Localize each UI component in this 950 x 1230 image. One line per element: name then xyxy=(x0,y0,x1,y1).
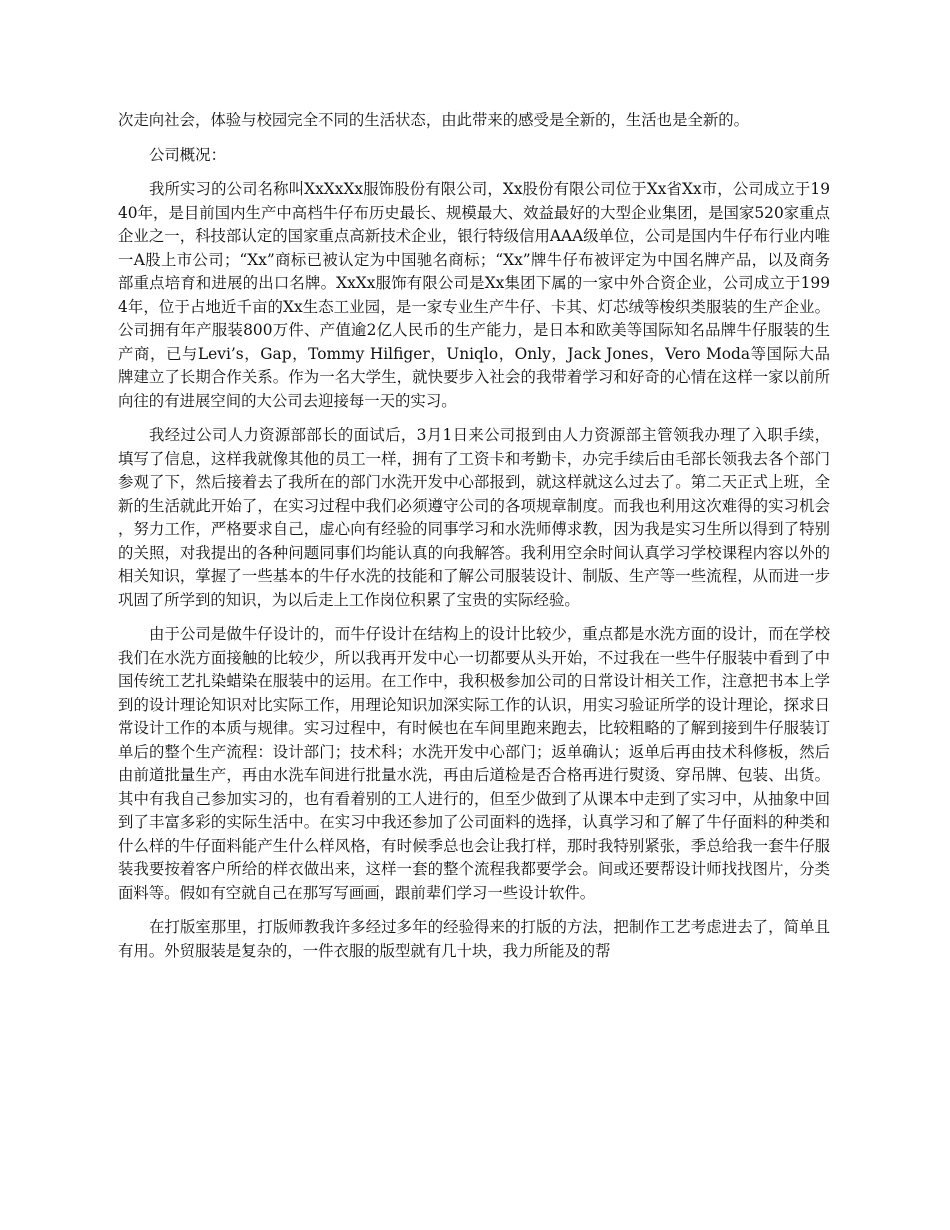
paragraph-onboarding: 我经过公司人力资源部部长的面试后，3月1日来公司报到由人力资源部主管领我办理了入职手续，填写了信息，这样我就像其他的员工一样，拥有了工资卡和考勤卡，办完手续后由毛部长领我去各个部门参观了下，然后接着去了我所在的部门水洗开发中心部报到，就这样就这么过去了。第二天正式上班，全新的生活就此开始了，在实习过程中我们必须遵守公司的各项规章制度。而我也利用这次难得的实习机会，努力工作，严格要求自己，虚心向有经验的同事学习和水洗师傅求教，因为我是实习生所以得到了特别的关照，对我提出的各种问题同事们均能认真的向我解答。我利用空余时间认真学习学校课程内容以外的相关知识，掌握了一些基本的牛仔水洗的技能和了解公司服装设计、制版、生产等一些流程，从而进一步巩固了所学到的知识，为以后走上工作岗位积累了宝贵的实际经验。 xyxy=(118,426,830,609)
paragraph-intro-continuation: 次走向社会，体验与校园完全不同的生活状态，由此带来的感受是全新的，生活也是全新的。 xyxy=(118,111,750,129)
paragraph-pattern-room: 在打版室那里，打版师教我许多经过多年的经验得来的打版的方法，把制作工艺考虑进去了，简单且有用。外贸服装是复杂的，一件衣服的版型就有几十块，我力所能及的帮 xyxy=(118,918,830,960)
section-heading-company-overview: 公司概况： xyxy=(149,145,226,164)
document-body xyxy=(118,109,830,974)
paragraph-company-description: 我所实习的公司名称叫XxXxXx服饰股份有限公司，Xx股份有限公司位于Xx省Xx市，公司成立于1940年，是目前国内生产中高档牛仔布历史最长、规模最大、效益最好的大型企业集团，是国家520家重点企业之一，科技部认定的国家重点高新技术企业，银行特级信用AAA级单位，公司是国内牛仔布行业内唯一A股上市公司；“Xx”商标已被认定为中国驰名商标；“Xx”牌牛仔布被评定为中国名牌产品，以及商务部重点培育和进展的出口名牌。XxXx服饰有限公司是Xx集团下属的一家中外合资企业，公司成立于1994年，位于占地近千亩的Xx生态工业园，是一家专业生产牛仔、卡其、灯芯绒等梭织类服装的生产企业。公司拥有年产服装800万件、产值逾2亿人民币的生产能力，是日本和欧美等国际知名品牌牛仔服装的生产商，已与Levi’s，Gap，Tommy Hilfiger，Uniqlo，Only，Jack Jones，Vero Moda等国际大品牌建立了长期合作关系。作为一名大学生，就快要步入社会的我带着学习和好奇的心情在这样一家以前所向往的有进展空间的大公司去迎接每一天的实习。 xyxy=(118,180,830,410)
paragraph-design-work: 由于公司是做牛仔设计的，而牛仔设计在结构上的设计比较少，重点都是水洗方面的设计，而在学校我们在水洗方面接触的比较少，所以我再开发中心一切都要从头开始，不过我在一些牛仔服装中看到了中国传统工艺扎染蜡染在服装中的运用。在工作中，我积极参加公司的日常设计相关工作，注意把书本上学到的设计理论知识对比实际工作，用理论知识加深实际工作的认识，用实习验证所学的设计理论，探求日常设计工作的本质与规律。实习过程中，有时候也在车间里跑来跑去，比较粗略的了解到接到牛仔服装订单后的整个生产流程：设计部门；技术科；水洗开发中心部门；返单确认；返单后再由技术科修板，然后由前道批量生产，再由水洗车间进行批量水洗，再由后道检是否合格再进行熨烫、穿吊牌、包装、出货。其中有我自己参加实习的，也有看着别的工人进行的，但至少做到了从课本中走到了实习中，从抽象中回到了丰富多彩的实际生活中。在实习中我还参加了公司面料的选择，认真学习和了解了牛仔面料的种类和什么样的牛仔面料能产生什么样风格，有时候季总也会让我打样，那时我特别紧张，季总给我一套牛仔服装我要按着客户所给的样衣做出来，这样一套的整个流程我都要学会。间或还要帮设计师找找图片，分类面料等。假如有空就自己在那写写画画，跟前辈们学习一些设计软件。 xyxy=(118,625,830,902)
